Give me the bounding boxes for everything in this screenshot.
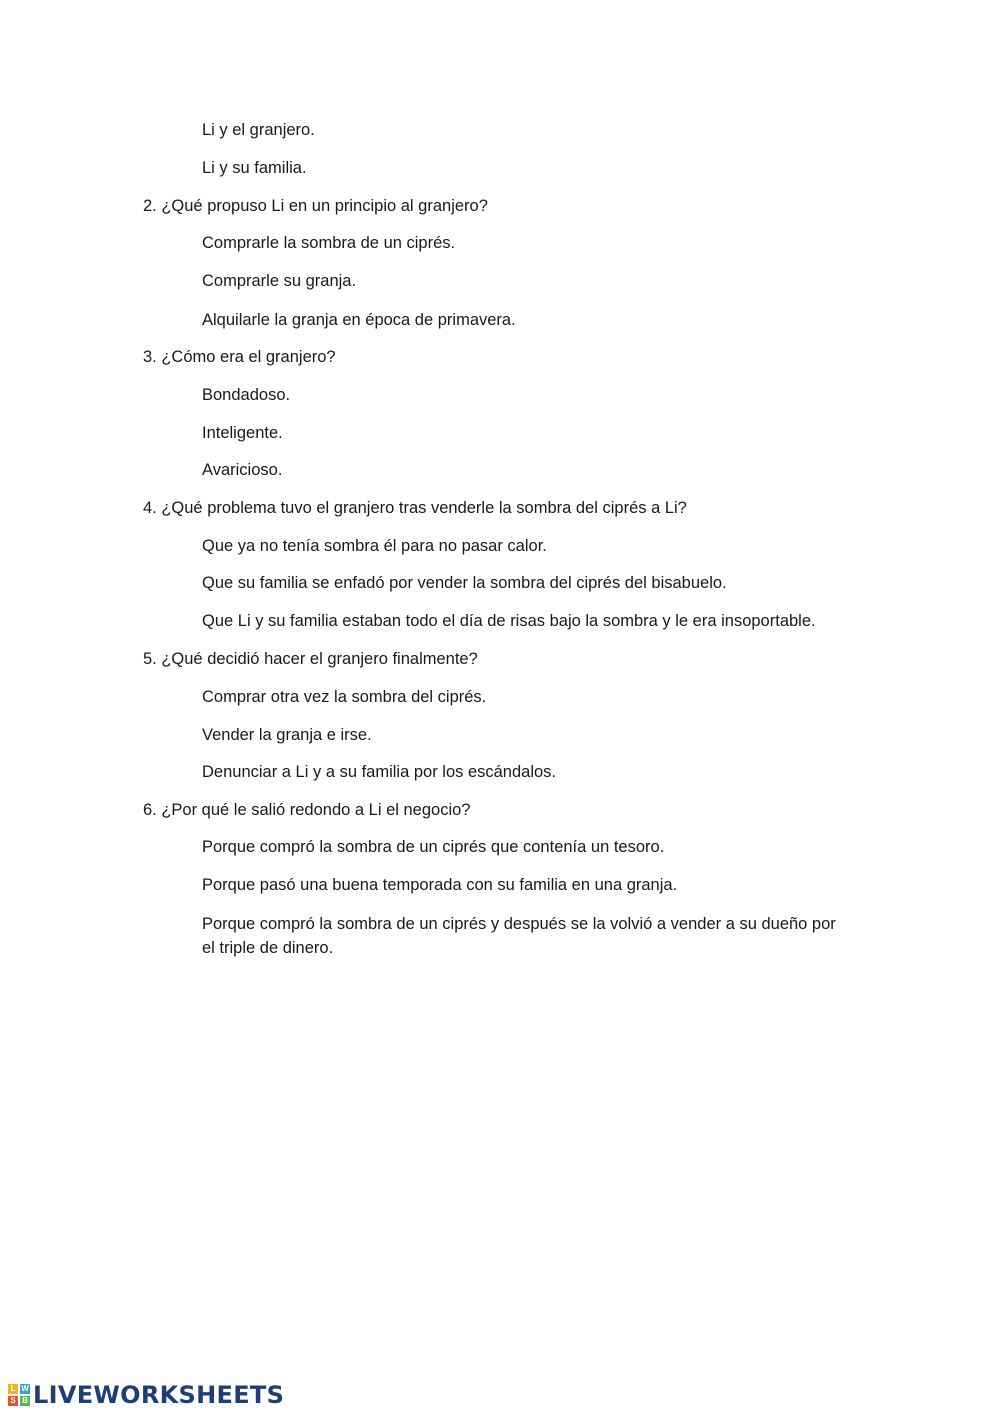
option-q5-c[interactable]: Denunciar a Li y a su familia por los escándalos. (202, 763, 557, 781)
option-q3-a[interactable]: Bondadoso. (202, 386, 291, 404)
question-5: 5. ¿Qué decidió hacer el granjero finalmente? (143, 650, 478, 668)
question-2: 2. ¿Qué propuso Li en un principio al granjero? (143, 197, 488, 215)
logo-block: B (20, 1396, 30, 1406)
option-q1-d[interactable]: Li y su familia. (202, 159, 307, 177)
option-q4-c[interactable]: Que Li y su familia estaban todo el día de risas bajo la sombra y le era insoportable. (202, 612, 816, 630)
option-q6-a[interactable]: Porque compró la sombra de un ciprés que contenía un tesoro. (202, 838, 665, 856)
question-6: 6. ¿Por qué le salió redondo a Li el negocio? (143, 801, 471, 819)
logo-blocks-icon (8, 1384, 30, 1406)
option-q6-b[interactable]: Porque pasó una buena temporada con su familia en una granja. (202, 876, 678, 894)
option-q4-a[interactable]: Que ya no tenía sombra él para no pasar calor. (202, 537, 547, 555)
option-q3-c[interactable]: Avaricioso. (202, 461, 283, 479)
option-q5-a[interactable]: Comprar otra vez la sombra del ciprés. (202, 688, 487, 706)
option-q6-c[interactable]: Porque compró la sombra de un ciprés y después se la volvió a vender a su dueño por el triple de dinero. (202, 915, 836, 957)
option-q4-b[interactable]: Que su familia se enfadó por vender la sombra del ciprés del bisabuelo. (202, 574, 727, 592)
liveworksheets-logo (8, 1380, 284, 1410)
logo-block: W (21, 1384, 29, 1393)
option-q2-c[interactable]: Alquilarle la granja en época de primavera. (202, 311, 516, 329)
option-q2-a[interactable]: Comprarle la sombra de un ciprés. (202, 234, 456, 252)
question-4: 4. ¿Qué problema tuvo el granjero tras venderle la sombra del ciprés a Li? (143, 499, 687, 517)
question-3: 3. ¿Cómo era el granjero? (143, 348, 336, 366)
option-q3-b[interactable]: Inteligente. (202, 424, 283, 442)
brand-name: LIVEWORKSHEETS (33, 1381, 285, 1409)
logo-block: S (8, 1396, 18, 1406)
option-q5-b[interactable]: Vender la granja e irse. (202, 726, 372, 744)
logo-block: L (8, 1384, 18, 1394)
option-q1-c[interactable]: Li y el granjero. (202, 121, 315, 139)
option-q2-b[interactable]: Comprarle su granja. (202, 272, 357, 290)
